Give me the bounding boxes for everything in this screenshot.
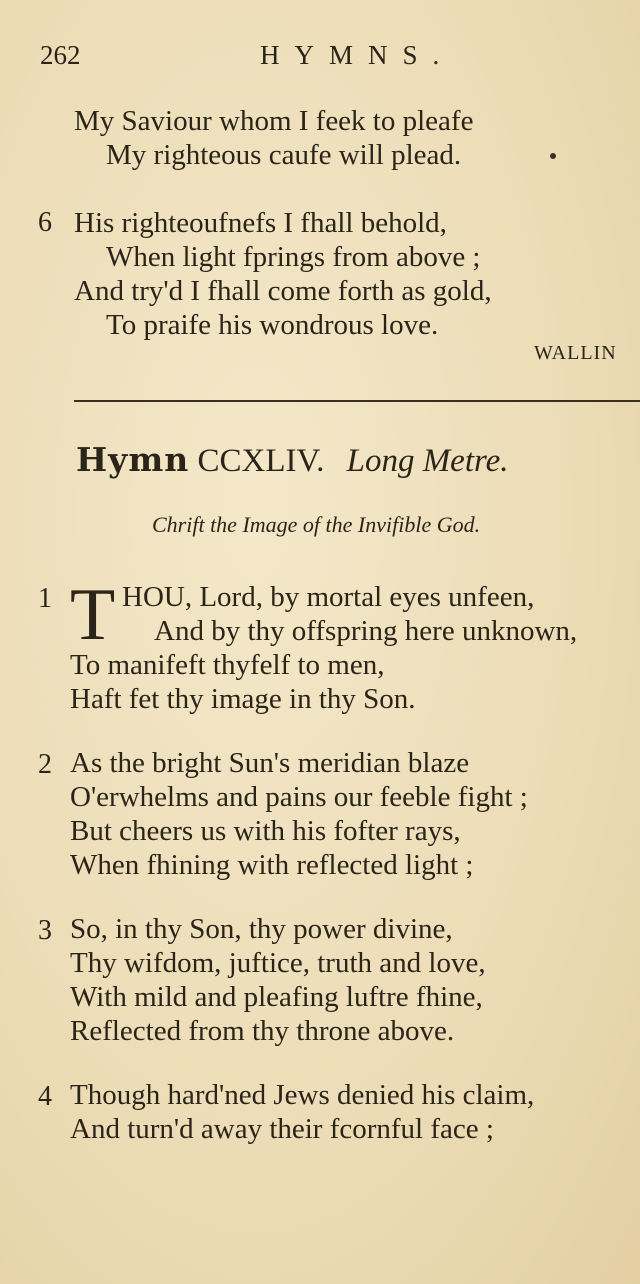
verse-number: 2 (38, 749, 52, 780)
section-divider (74, 400, 640, 402)
verse-line: His righteoufnefs I fhall behold, (74, 207, 447, 239)
verse-line: When light fprings from above ; (106, 241, 481, 273)
drop-cap: T (70, 574, 116, 656)
verse-number: 1 (38, 583, 52, 614)
verse-line: HOU, Lord, by mortal eyes unfeen, (122, 581, 535, 613)
hymn-subtitle: Chrift the Image of the Invifible God. (152, 512, 481, 537)
verse-line: O'erwhelms and pains our feeble fight ; (70, 781, 528, 813)
verse-line: When fhining with reflected light ; (70, 849, 474, 881)
verse-line: As the bright Sun's meridian blaze (70, 747, 470, 779)
verse-line: To manifeft thyfelf to men, (70, 649, 385, 681)
verse-number: 4 (38, 1081, 52, 1112)
verse-line: Haft fet thy image in thy Son. (70, 683, 416, 715)
hymn-number: CCXLIV. (197, 443, 325, 479)
hymn-title (76, 440, 509, 481)
verse-line: Reflected from thy throne above. (70, 1015, 455, 1047)
verse-line: With mild and pleafing luftre fhine, (70, 981, 483, 1013)
verse-line: My righteous caufe will plead. (106, 139, 462, 171)
verse-line: Thy wifdom, juftice, truth and love, (70, 947, 486, 979)
verse-line: My Saviour whom I feek to pleafe (74, 105, 474, 137)
verse-line: But cheers us with his fofter rays, (70, 815, 461, 847)
verse-number: 3 (38, 915, 52, 946)
verse-line: To praife his wondrous love. (106, 309, 439, 341)
hymn-label: Hymn (76, 440, 190, 479)
hymn-meter: Long Metre. (346, 443, 509, 479)
verse-line: And by thy offspring here unknown, (154, 615, 578, 647)
verse-line: And turn'd away their fcornful face ; (70, 1113, 494, 1145)
verse-line: And try'd I fhall come forth as gold, (74, 275, 492, 307)
page-number: 262 (40, 40, 81, 70)
running-head: HYMNS. (260, 40, 455, 70)
author-attribution: WALLIN (534, 342, 617, 364)
page-header (40, 40, 640, 80)
verse-line: Though hard'ned Jews denied his claim, (70, 1079, 535, 1111)
verse-line: So, in thy Son, thy power divine, (70, 913, 453, 945)
ink-dot (550, 153, 556, 159)
verse-number: 6 (38, 207, 52, 238)
